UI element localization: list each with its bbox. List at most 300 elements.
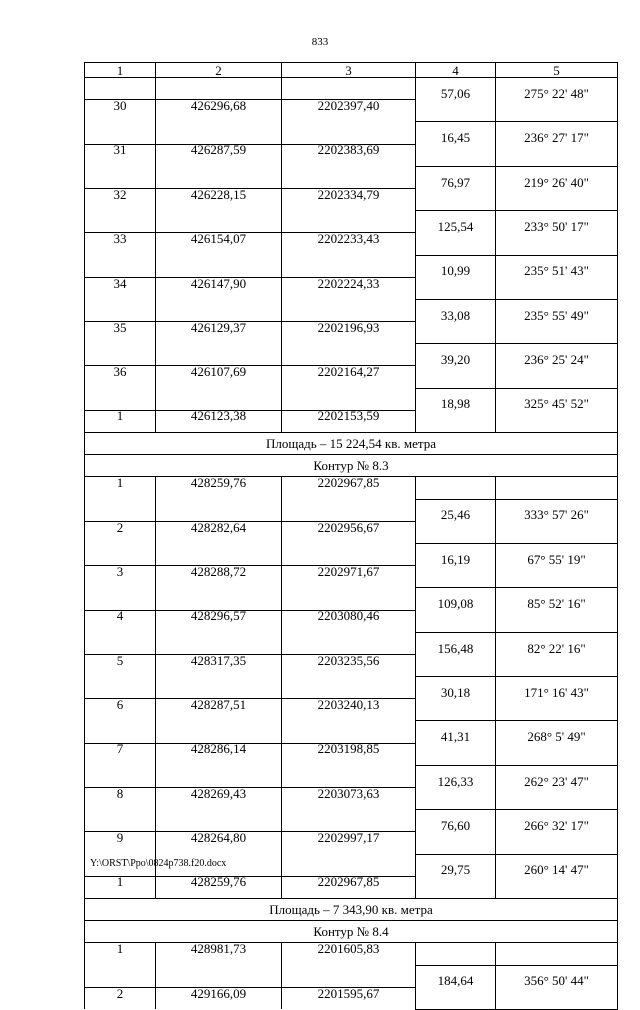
cell-text: 426287,59 <box>190 142 247 158</box>
table-cell <box>282 477 416 499</box>
measurement-row <box>85 166 618 188</box>
table-cell <box>85 610 156 632</box>
table-cell <box>496 788 618 810</box>
cell-text: 35 <box>113 319 127 335</box>
cell-text: 36 <box>113 364 127 380</box>
cell-text: 33,08 <box>440 307 471 323</box>
cell-text: 2203198,85 <box>317 741 380 757</box>
page-number: 833 <box>311 36 329 48</box>
table-cell <box>85 943 156 965</box>
cell-text: 2202397,40 <box>317 98 380 114</box>
cell-text: 2203240,13 <box>317 697 380 713</box>
table-cell <box>282 699 416 721</box>
section-row <box>85 921 618 943</box>
column-header: 4 <box>416 63 496 78</box>
table-cell <box>496 943 618 965</box>
table-cell <box>416 211 496 233</box>
table-cell <box>416 832 496 854</box>
table-cell <box>416 588 496 610</box>
table-cell <box>416 499 496 521</box>
table-cell <box>496 344 618 366</box>
table-cell <box>85 543 156 565</box>
cell-text: 156,48 <box>437 640 474 656</box>
cell-text: 2 <box>116 519 124 535</box>
cell-text: 1 <box>116 941 124 957</box>
table-cell <box>496 122 618 144</box>
table-cell <box>496 211 618 233</box>
table-cell <box>496 499 618 521</box>
table-cell <box>85 499 156 521</box>
table-cell <box>496 588 618 610</box>
column-header: 1 <box>85 63 156 78</box>
table-cell <box>282 122 416 144</box>
table-cell <box>496 632 618 654</box>
table-cell <box>156 521 282 543</box>
table-cell <box>282 610 416 632</box>
table-cell <box>282 211 416 233</box>
point-row <box>85 322 618 344</box>
point-row <box>85 366 618 388</box>
point-row <box>85 832 618 854</box>
table-cell <box>416 965 496 987</box>
cell-text: 2 <box>116 985 124 1001</box>
table-cell <box>416 166 496 188</box>
table-cell <box>496 699 618 721</box>
point-row <box>85 277 618 299</box>
table-cell <box>416 477 496 499</box>
table-cell <box>156 319 282 344</box>
section-row <box>85 455 618 477</box>
cell-text: 428296,57 <box>190 608 247 624</box>
table-cell <box>156 100 282 122</box>
cell-text: 426296,68 <box>190 98 247 114</box>
table-cell <box>416 677 496 699</box>
table-cell <box>85 876 156 898</box>
cell-text: 2202967,85 <box>317 475 380 491</box>
table-cell <box>416 788 496 810</box>
table-cell <box>416 233 496 255</box>
measurement-row <box>85 632 618 654</box>
table-cell <box>416 876 496 898</box>
table-cell <box>85 277 156 299</box>
table-cell <box>85 299 156 321</box>
table-cell <box>416 987 496 1009</box>
table-cell <box>282 677 416 699</box>
cell-text: 10,99 <box>440 263 471 279</box>
cell-text: 428317,35 <box>190 652 247 668</box>
table-cell <box>85 344 156 366</box>
table-cell <box>496 255 618 277</box>
table-cell <box>416 610 496 632</box>
table-cell <box>416 344 496 366</box>
table-cell <box>85 699 156 721</box>
table-cell <box>85 832 156 854</box>
point-row <box>85 654 618 676</box>
point-row <box>85 477 618 499</box>
table-cell <box>156 144 282 166</box>
table-cell <box>496 388 618 410</box>
table-cell <box>282 144 416 166</box>
cell-text: 333° 57' 26" <box>524 507 589 523</box>
table-cell <box>85 654 156 676</box>
table-cell <box>282 319 416 344</box>
cell-text: 428981,73 <box>190 941 247 957</box>
cell-text: 426228,15 <box>190 186 247 202</box>
table-header-row <box>85 63 618 78</box>
cell-text: 2202196,93 <box>317 319 380 335</box>
cell-text: 9 <box>116 830 124 846</box>
measurement-row <box>85 211 618 233</box>
table-cell <box>85 721 156 743</box>
table-cell <box>416 410 496 432</box>
table-cell <box>156 477 282 499</box>
cell-text: 428287,51 <box>190 697 247 713</box>
measurement-row <box>85 499 618 521</box>
cell-text: 428264,80 <box>190 830 247 846</box>
table-cell <box>282 255 416 277</box>
table-cell <box>85 632 156 654</box>
cell-text: 32 <box>113 186 127 202</box>
cell-text: 76,97 <box>440 174 471 190</box>
table-cell <box>416 366 496 388</box>
cell-text: 426154,07 <box>190 231 247 247</box>
table-cell <box>496 366 618 388</box>
table-cell <box>416 654 496 676</box>
cell-text: 2202224,33 <box>317 275 380 291</box>
cell-text: 2202971,67 <box>317 563 380 579</box>
measurement-row <box>85 721 618 743</box>
table-cell <box>496 721 618 743</box>
cell-text: 2202153,59 <box>317 408 380 424</box>
point-row <box>85 943 618 965</box>
table-cell <box>156 876 282 898</box>
table-cell <box>156 610 282 632</box>
cell-text: 67° 55' 19" <box>527 551 586 567</box>
cell-text: 356° 50' 44" <box>524 973 589 989</box>
table-cell <box>156 299 282 321</box>
point-row <box>85 743 618 765</box>
table-cell <box>156 965 282 987</box>
table-cell <box>85 100 156 122</box>
point-row <box>85 144 618 166</box>
table-cell <box>282 299 416 321</box>
table-cell <box>156 543 282 565</box>
section-label: Контур № 8.3 <box>85 455 618 477</box>
table-cell <box>282 965 416 987</box>
table-cell <box>85 521 156 543</box>
cell-text: 428269,43 <box>190 785 247 801</box>
table-cell <box>496 654 618 676</box>
table-cell <box>496 78 618 100</box>
table-cell <box>496 876 618 898</box>
point-row <box>85 410 618 432</box>
cell-text: 18,98 <box>440 396 471 412</box>
table-cell <box>496 299 618 321</box>
table-cell <box>156 588 282 610</box>
table-cell <box>156 654 282 676</box>
table-cell <box>156 344 282 366</box>
cell-text: 2201595,67 <box>317 985 380 1001</box>
measurement-row <box>85 588 618 610</box>
table-cell <box>282 78 416 100</box>
cell-text: 233° 50' 17" <box>524 218 589 234</box>
cell-text: 30,18 <box>440 684 471 700</box>
point-row <box>85 566 618 588</box>
table-cell <box>85 743 156 765</box>
table-cell <box>156 366 282 388</box>
point-row <box>85 521 618 543</box>
cell-text: 426147,90 <box>190 275 247 291</box>
measurement-row <box>85 677 618 699</box>
table-cell <box>416 388 496 410</box>
point-row <box>85 100 618 122</box>
cell-text: 219° 26' 40" <box>524 174 589 190</box>
measurement-row <box>85 78 618 100</box>
table-cell <box>156 832 282 854</box>
table-cell <box>282 277 416 299</box>
table-cell <box>416 277 496 299</box>
table-cell <box>282 654 416 676</box>
table-cell <box>85 785 156 810</box>
table-cell <box>85 677 156 699</box>
cell-text: 34 <box>113 275 127 291</box>
table-cell <box>496 810 618 832</box>
table-cell <box>416 632 496 654</box>
table-cell <box>496 677 618 699</box>
table-cell <box>85 588 156 610</box>
table-cell <box>416 188 496 210</box>
table-cell <box>156 410 282 432</box>
table-cell <box>282 765 416 787</box>
cell-text: 426123,38 <box>190 408 247 424</box>
cell-text: 235° 55' 49" <box>524 307 589 323</box>
table-cell <box>416 721 496 743</box>
cell-text: 2203073,63 <box>317 785 380 801</box>
table-cell <box>416 122 496 144</box>
table-cell <box>85 366 156 388</box>
table-cell <box>496 854 618 876</box>
measurement-row <box>85 965 618 987</box>
table-cell <box>496 322 618 344</box>
section-label: Площадь – 7 343,90 кв. метра <box>85 898 618 920</box>
cell-text: 1 <box>116 874 124 890</box>
table-cell <box>282 943 416 965</box>
section-label: Площадь – 15 224,54 кв. метра <box>85 433 618 455</box>
table-cell <box>156 78 282 100</box>
table-cell <box>156 277 282 299</box>
measurement-row <box>85 543 618 565</box>
cell-text: 39,20 <box>440 352 471 368</box>
file-path-footer: Y:\ORST\Ppo\0824p738.f20.docx <box>90 858 227 869</box>
table-cell <box>416 100 496 122</box>
table-cell <box>282 721 416 743</box>
table-cell <box>85 233 156 255</box>
cell-text: 8 <box>116 785 124 801</box>
table-cell <box>496 233 618 255</box>
cell-text: 1 <box>116 475 124 491</box>
table-cell <box>282 499 416 521</box>
measurement-row <box>85 810 618 832</box>
cell-text: 4 <box>116 608 124 624</box>
cell-text: 2202334,79 <box>317 186 380 202</box>
table-cell <box>416 854 496 876</box>
table-cell <box>416 810 496 832</box>
table-cell <box>156 499 282 521</box>
cell-text: 260° 14' 47" <box>524 862 589 878</box>
cell-text: 6 <box>116 697 124 713</box>
cell-text: 428282,64 <box>190 519 247 535</box>
table-cell <box>416 255 496 277</box>
table-cell <box>85 319 156 344</box>
table-cell <box>496 965 618 987</box>
cell-text: 429166,09 <box>190 985 247 1001</box>
cell-text: 266° 32' 17" <box>524 818 589 834</box>
table-cell <box>85 388 156 410</box>
table-cell <box>85 987 156 1009</box>
cell-text: 428286,14 <box>190 741 247 757</box>
table-cell <box>156 388 282 410</box>
table-cell <box>282 410 416 432</box>
table-cell <box>282 344 416 366</box>
table-cell <box>282 100 416 122</box>
cell-text: 16,45 <box>440 130 471 146</box>
table-cell <box>416 943 496 965</box>
table-cell <box>282 743 416 765</box>
cell-text: 236° 25' 24" <box>524 352 589 368</box>
table-cell <box>282 543 416 565</box>
table-cell <box>156 743 282 765</box>
table-cell <box>156 563 282 588</box>
cell-text: 85° 52' 16" <box>527 596 586 612</box>
table-cell <box>282 166 416 188</box>
table-cell <box>156 943 282 965</box>
table-cell <box>282 388 416 410</box>
table-cell <box>416 699 496 721</box>
table-cell <box>416 144 496 166</box>
point-row <box>85 610 618 632</box>
table-cell <box>85 965 156 987</box>
cell-text: 428288,72 <box>190 563 247 579</box>
table-cell <box>496 543 618 565</box>
table-cell <box>282 876 416 898</box>
table-cell <box>156 166 282 188</box>
table-cell <box>496 521 618 543</box>
table-cell <box>156 785 282 810</box>
table-cell <box>156 233 282 255</box>
cell-text: 268° 5' 49" <box>527 729 586 745</box>
cell-text: 184,64 <box>437 973 474 989</box>
table-cell <box>416 322 496 344</box>
cell-text: 16,19 <box>440 551 471 567</box>
cell-text: 426107,69 <box>190 364 247 380</box>
cell-text: 2203080,46 <box>317 608 380 624</box>
cell-text: 7 <box>116 741 124 757</box>
table-cell <box>156 699 282 721</box>
table-cell <box>85 810 156 832</box>
table-cell <box>156 721 282 743</box>
table-cell <box>156 632 282 654</box>
table-cell <box>496 144 618 166</box>
table-cell <box>156 122 282 144</box>
table-cell <box>282 366 416 388</box>
measurement-row <box>85 299 618 321</box>
cell-text: 29,75 <box>440 862 471 878</box>
table-cell <box>85 255 156 277</box>
cell-text: 41,31 <box>440 729 471 745</box>
table-cell <box>282 810 416 832</box>
cell-text: 30 <box>113 98 127 114</box>
cell-text: 125,54 <box>437 218 474 234</box>
table-cell <box>416 566 496 588</box>
column-header: 5 <box>496 63 618 78</box>
cell-text: 33 <box>113 231 127 247</box>
cell-text: 2202997,17 <box>317 830 380 846</box>
cell-text: 2201605,83 <box>317 941 380 957</box>
table-cell <box>156 677 282 699</box>
cell-text: 5 <box>116 652 124 668</box>
cell-text: 2202233,43 <box>317 231 380 247</box>
table-cell <box>85 211 156 233</box>
section-row <box>85 898 618 920</box>
table-cell <box>85 563 156 588</box>
table-cell <box>496 743 618 765</box>
cell-text: 1 <box>116 408 124 424</box>
table-cell <box>416 743 496 765</box>
table-cell <box>282 854 416 876</box>
table-cell <box>496 277 618 299</box>
cell-text: 76,60 <box>440 818 471 834</box>
table-cell <box>156 211 282 233</box>
table-cell <box>282 521 416 543</box>
table-cell <box>496 477 618 499</box>
table-cell <box>282 987 416 1009</box>
table-cell <box>85 410 156 432</box>
table-cell <box>85 188 156 210</box>
table-cell <box>85 122 156 144</box>
section-label: Контур № 8.4 <box>85 921 618 943</box>
table-cell <box>496 566 618 588</box>
point-row <box>85 699 618 721</box>
table-cell <box>496 987 618 1009</box>
table-cell <box>85 765 156 787</box>
point-row <box>85 788 618 810</box>
cell-text: 236° 27' 17" <box>524 130 589 146</box>
table-cell <box>496 832 618 854</box>
cell-text: 275° 22' 48" <box>524 85 589 101</box>
table-cell <box>496 100 618 122</box>
table-cell <box>282 188 416 210</box>
point-row <box>85 876 618 898</box>
table-cell <box>282 588 416 610</box>
point-row <box>85 188 618 210</box>
measurement-row <box>85 344 618 366</box>
cell-text: 31 <box>113 142 127 158</box>
cell-text: 2202383,69 <box>317 142 380 158</box>
measurement-row <box>85 255 618 277</box>
cell-text: 2202164,27 <box>317 364 380 380</box>
cell-text: 262° 23' 47" <box>524 773 589 789</box>
table-cell <box>416 543 496 565</box>
table-cell <box>85 477 156 499</box>
table-cell <box>416 78 496 100</box>
table-cell <box>156 255 282 277</box>
table-cell <box>496 188 618 210</box>
cell-text: 171° 16' 43" <box>524 684 589 700</box>
point-row <box>85 233 618 255</box>
cell-text: 428259,76 <box>190 475 247 491</box>
cell-text: 3 <box>116 563 124 579</box>
cell-text: 426129,37 <box>190 319 247 335</box>
